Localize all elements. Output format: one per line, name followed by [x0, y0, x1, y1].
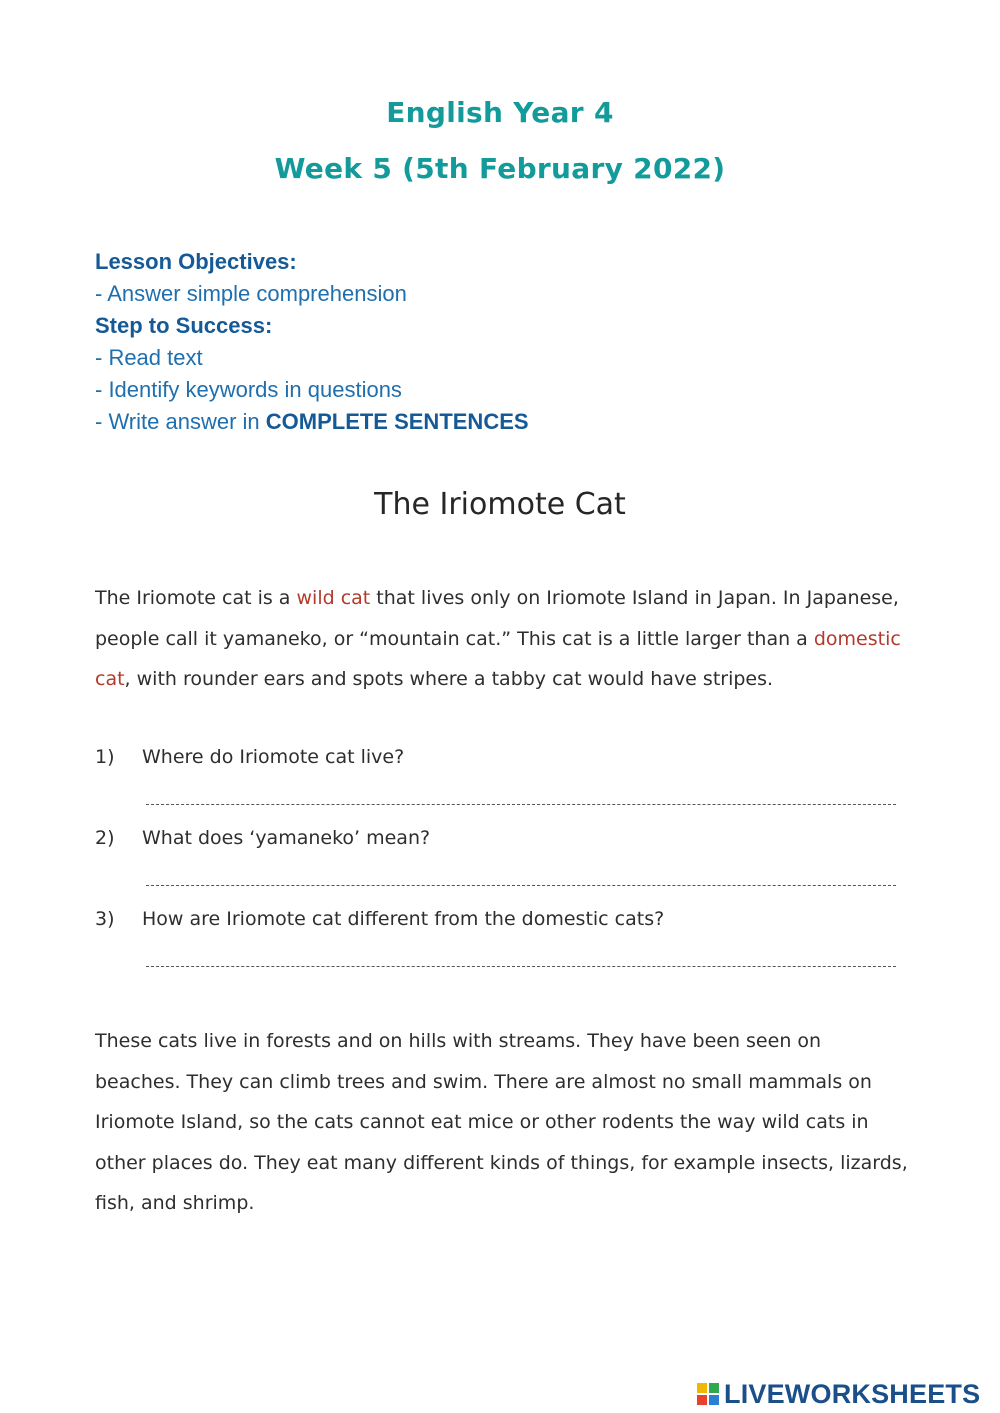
question-number: 3)	[95, 908, 115, 930]
objective-item: - Answer simple comprehension	[95, 281, 407, 306]
para1-text: that lives only on Iriomote Island in Japan. In Japanese, people call it yamaneko, or “mountain cat.” This cat is a little larger than a	[95, 587, 899, 650]
answer-line-1[interactable]	[146, 804, 896, 805]
answer-line-3[interactable]	[146, 966, 896, 967]
question-3	[95, 908, 664, 930]
question-2	[95, 827, 430, 849]
page-subtitle-date: Week 5 (5th February 2022)	[274, 152, 726, 185]
para1-text: , with rounder ears and spots where a tabby cat would have stripes.	[124, 668, 774, 690]
story-title: The Iriomote Cat	[374, 487, 626, 522]
step-item-prefix: - Write answer in	[95, 409, 266, 434]
answer-line-2[interactable]	[146, 885, 896, 886]
question-text: What does ‘yamaneko’ mean?	[142, 827, 431, 849]
complete-sentences-emphasis: COMPLETE SENTENCES	[265, 409, 529, 434]
step-item-identify-keywords: - Identify keywords in questions	[95, 377, 402, 402]
story-paragraph-1	[95, 578, 910, 700]
step-item-write-answer	[95, 409, 529, 435]
logo-text: LIVEWORKSHEETS	[724, 1378, 981, 1409]
question-number: 2)	[95, 827, 115, 849]
question-number: 1)	[95, 746, 115, 768]
lesson-objectives-heading: Lesson Objectives:	[95, 249, 297, 274]
logo-blocks-icon	[697, 1383, 719, 1405]
step-item-read-text: - Read text	[95, 345, 203, 370]
steps-to-success-heading: Step to Success:	[95, 313, 273, 338]
question-1	[95, 746, 404, 768]
para1-text: The Iriomote cat is a	[95, 587, 297, 609]
question-text: How are Iriomote cat different from the domestic cats?	[142, 908, 665, 930]
question-text: Where do Iriomote cat live?	[142, 746, 405, 768]
highlight-domestic-cat: domestic cat	[95, 627, 901, 690]
liveworksheets-logo[interactable]	[697, 1379, 980, 1409]
highlight-wild-cat: wild cat	[296, 587, 371, 609]
page-title: English Year 4	[386, 96, 614, 129]
story-paragraph-2: These cats live in forests and on hills with streams. They have been seen on beaches. They can climb trees and swim. There are almost no small mammals on Iriomote Island, so the cats cannot eat mice or other rodents the way wild cats in other places do. They eat many different kinds of things, for example insects, lizards, fish, and shrimp.	[95, 1030, 908, 1214]
